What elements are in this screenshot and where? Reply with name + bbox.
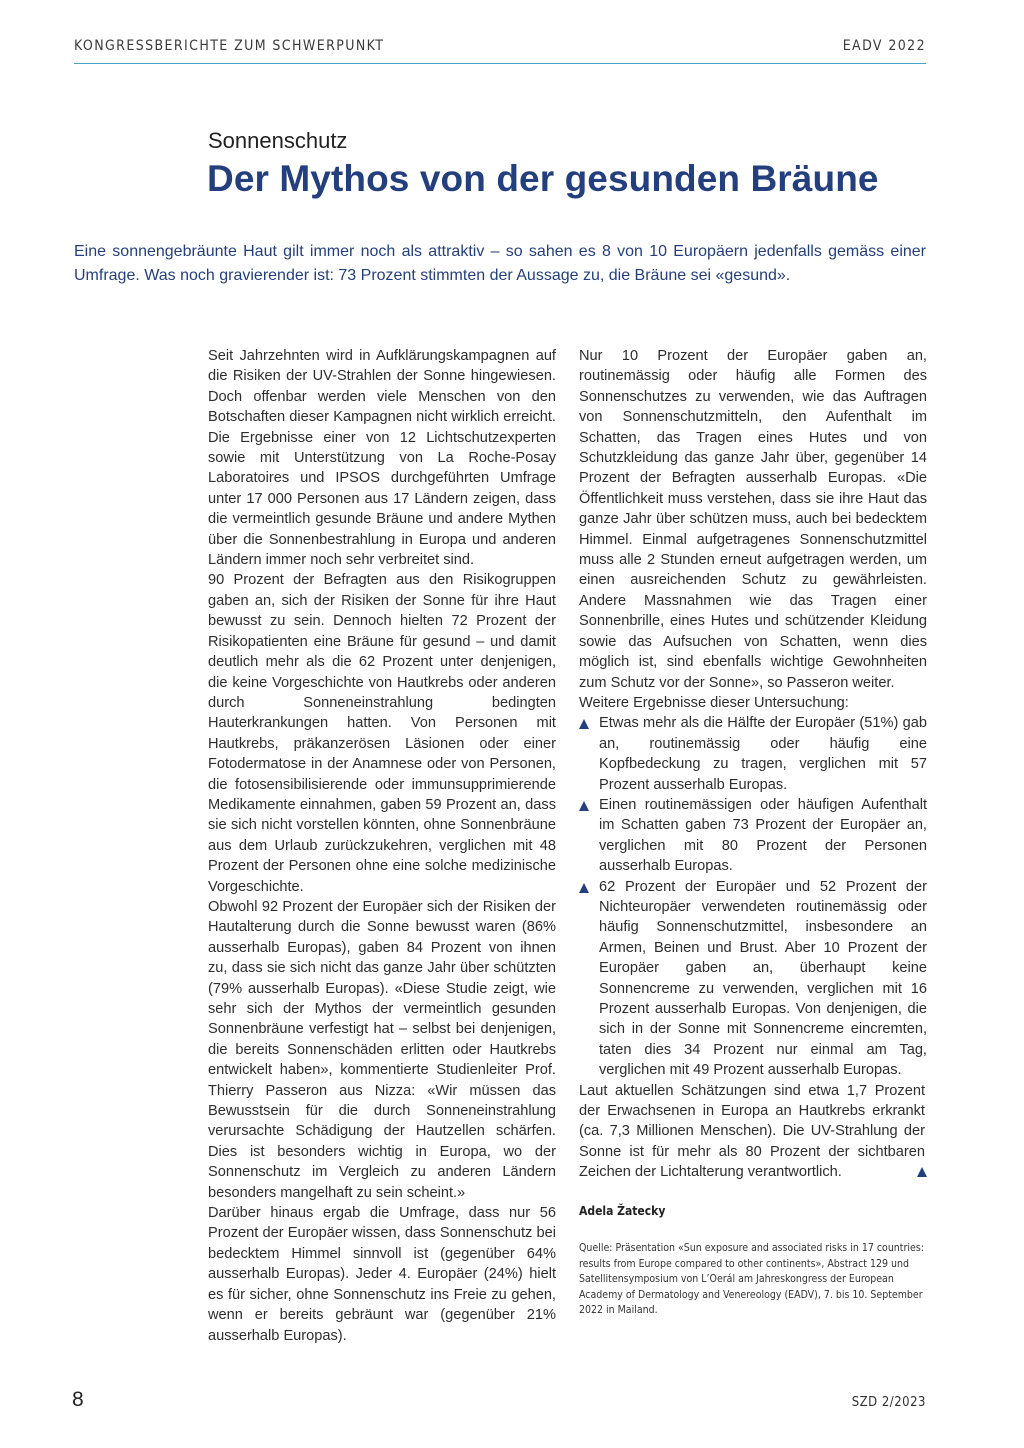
running-header [74, 38, 926, 54]
list-item [579, 877, 927, 1081]
article-kicker: Sonnenschutz [208, 128, 348, 153]
source-citation: Quelle: Präsentation «Sun exposure and associated risks in 17 countries: results from Europe compared to other continents», Abstract 129 und Satellitensymposium von L’Oerál am Jahreskongress der European Academy of Dermatology and Venereology (EADV), 7. bis 10. September 2022 in Mailand. [579, 1242, 924, 1317]
closing-block [579, 1081, 927, 1183]
header-event: EADV 2022 [842, 38, 926, 54]
list-item-text: Einen routinemässigen oder häufigen Aufenthalt im Schatten gaben 73 Prozent der Europäer an, verglichen mit 80 Prozent der Personen ausserhalb Europas. [599, 796, 927, 875]
body-paragraph: Laut aktuellen Schätzungen sind etwa 1,7 Prozent der Erwachsenen in Europa an Hautkrebs erkrankt (ca. 7,3 Millionen Menschen). Die UV-Strahlung der Sonne ist für mehr als 80 Prozent der sichtbaren Zeichen der Lichtalterung verantwortlich. [579, 1082, 925, 1181]
page-number: 8 [72, 1388, 84, 1411]
column-left [208, 346, 556, 1346]
issue-label: SZD 2/2023 [851, 1395, 926, 1410]
results-heading: Weitere Ergebnisse dieser Untersuchung: [579, 694, 849, 711]
body-paragraph: Seit Jahrzehnten wird in Aufklärungskampagnen auf die Risiken der UV-Strahlen der Sonne hingewiesen. Doch offenbar werden viele Menschen von den Botschaften dieser Kampagnen nicht wirklich erreicht. Die Ergebnisse einer von 12 Lichtschutzexperten sowie mit Unterstützung von La Roche-Posay Laboratoires und IPSOS durchgeführten Umfrage unter 17 000 Personen aus 17 Ländern zeigen, dass die vermeintlich gesunde Bräune und andere Mythen über die Sonnenbestrahlung in Europa und anderen Ländern immer noch sehr verbreitet sind. [208, 348, 556, 569]
header-divider [74, 63, 926, 64]
article-title: Der Mythos von der gesunden Bräune [207, 158, 879, 199]
author-name: Adela Žatecky [579, 1203, 666, 1218]
triangle-up-icon [579, 719, 589, 729]
body-paragraph: Nur 10 Prozent der Europäer gaben an, routinemässig oder häufig alle Formen des Sonnenschutzes zu verwenden, wie das Auftragen von Sonnenschutzmitteln, den Aufenthalt im Schatten, das Tragen eines Hutes und von Schutzkleidung das ganze Jahr über, gegenüber 14 Prozent der Befragten ausserhalb Europas. «Die Öffentlichkeit muss verstehen, dass sie ihre Haut das ganze Jahr über schützen muss, auch bei bedecktem Himmel. Einmal aufgetragenes Sonnenschutzmittel muss alle 2 Stunden erneut aufgetragen werden, um einen ausreichenden Schutz zu gewährleisten. Andere Massnahmen wie das Tragen einer Sonnenbrille, eines Hutes und schützender Kleidung sowie das Aufsuchen von Schatten, wenn dies möglich ist, sind ebenfalls wichtige Gewohnheiten zum Schutz vor der Sonne», so Passeron weiter. [579, 348, 927, 691]
list-item [579, 713, 927, 795]
triangle-up-icon [917, 1167, 927, 1177]
list-item-text: Etwas mehr als die Hälfte der Europäer (51%) gab an, routinemässig oder häufig eine Kopfbedeckung zu tragen, verglichen mit 57 Prozent ausserhalb Europas. [599, 715, 927, 793]
header-section: KONGRESSBERICHTE ZUM SCHWERPUNKT [74, 38, 385, 54]
body-paragraph: 90 Prozent der Befragten aus den Risikogruppen gaben an, sich der Risiken der Sonne für ihre Haut bewusst zu sein. Dennoch hielten 72 Prozent der Risikopatienten eine Bräune für gesund – und damit deutlich mehr als die 62 Prozent unter denjenigen, die keine Vorgeschichte von Hautkrebs oder anderen durch Sonneneinstrahlung bedingten Hauterkrankungen hatten. Von Personen mit Hautkrebs, präkanzerösen Läsionen oder einer Fotodermatose in der Anamnese oder von Personen, die fotosensibilisierende oder immunsupprimierende Medikamente einnahmen, gaben 59 Prozent an, dass sie sich nicht vorstellen könnten, ohne Sonnenbräune aus dem Urlaub zurückzukehren, verglichen mit 48 Prozent der Personen ohne eine solche medizinische Vorgeschichte. [208, 572, 556, 895]
list-item [579, 795, 927, 877]
list-item-text: 62 Prozent der Europäer und 52 Prozent der Nichteuropäer verwendeten routinemässig oder häufig Sonnenschutzmittel, insbesondere an Armen, Beinen und Brust. Aber 10 Prozent der Europäer gaben an, überhaupt keine Sonnencreme zu verwenden, verglichen mit 16 Prozent ausserhalb Europas. Von denjenigen, die sich in der Sonne mit Sonnencreme eincremten, taten dies 34 Prozent nur einmal am Tag, verglichen mit 49 Prozent ausserhalb Europas. [599, 878, 927, 1079]
body-paragraph: Darüber hinaus ergab die Umfrage, dass nur 56 Prozent der Europäer wissen, dass Sonnenschutz bei bedecktem Himmel sinnvoll ist (gegenüber 64% ausserhalb Europas). Jeder 4. Europäer (24%) hielt es für sicher, ohne Sonnenschutz ins Freie zu gehen, wenn er bereits gebräunt war (gegenüber 21% ausserhalb Europas). [208, 1205, 556, 1344]
triangle-up-icon [579, 883, 589, 893]
column-right [579, 346, 927, 1319]
article-lead: Eine sonnengebräunte Haut gilt immer noch als attraktiv – so sahen es 8 von 10 Europäern jedenfalls gemäss einer Umfrage. Was noch gravierender ist: 73 Prozent stimmten der Aussage zu, die Bräune sei «gesund». [74, 243, 926, 284]
body-paragraph: Obwohl 92 Prozent der Europäer sich der Risiken der Hautalterung durch die Sonne bewusst waren (86% ausserhalb Europas), gaben 84 Prozent von ihnen zu, dass sie sich nicht das ganze Jahr über schützten (79% ausserhalb Europas). «Diese Studie zeigt, wie sehr sich der Mythos der vermeintlich gesunden Sonnenbräune verfestigt hat – selbst bei denjenigen, die bereits Sonnenschäden erlitten oder Hautkrebs entwickelt haben», kommentierte Studienleiter Prof. Thierry Passeron aus Nizza: «Wir müssen das Bewusstsein für die durch Sonneneinstrahlung verursachte Schädigung der Hautzellen schärfen. Dies ist besonders wichtig in Europa, wo der Sonnenschutz im Vergleich zu anderen Ländern besonders mangelhaft zu sein scheint.» [208, 898, 556, 1201]
triangle-up-icon [579, 801, 589, 811]
results-list [579, 713, 927, 1080]
